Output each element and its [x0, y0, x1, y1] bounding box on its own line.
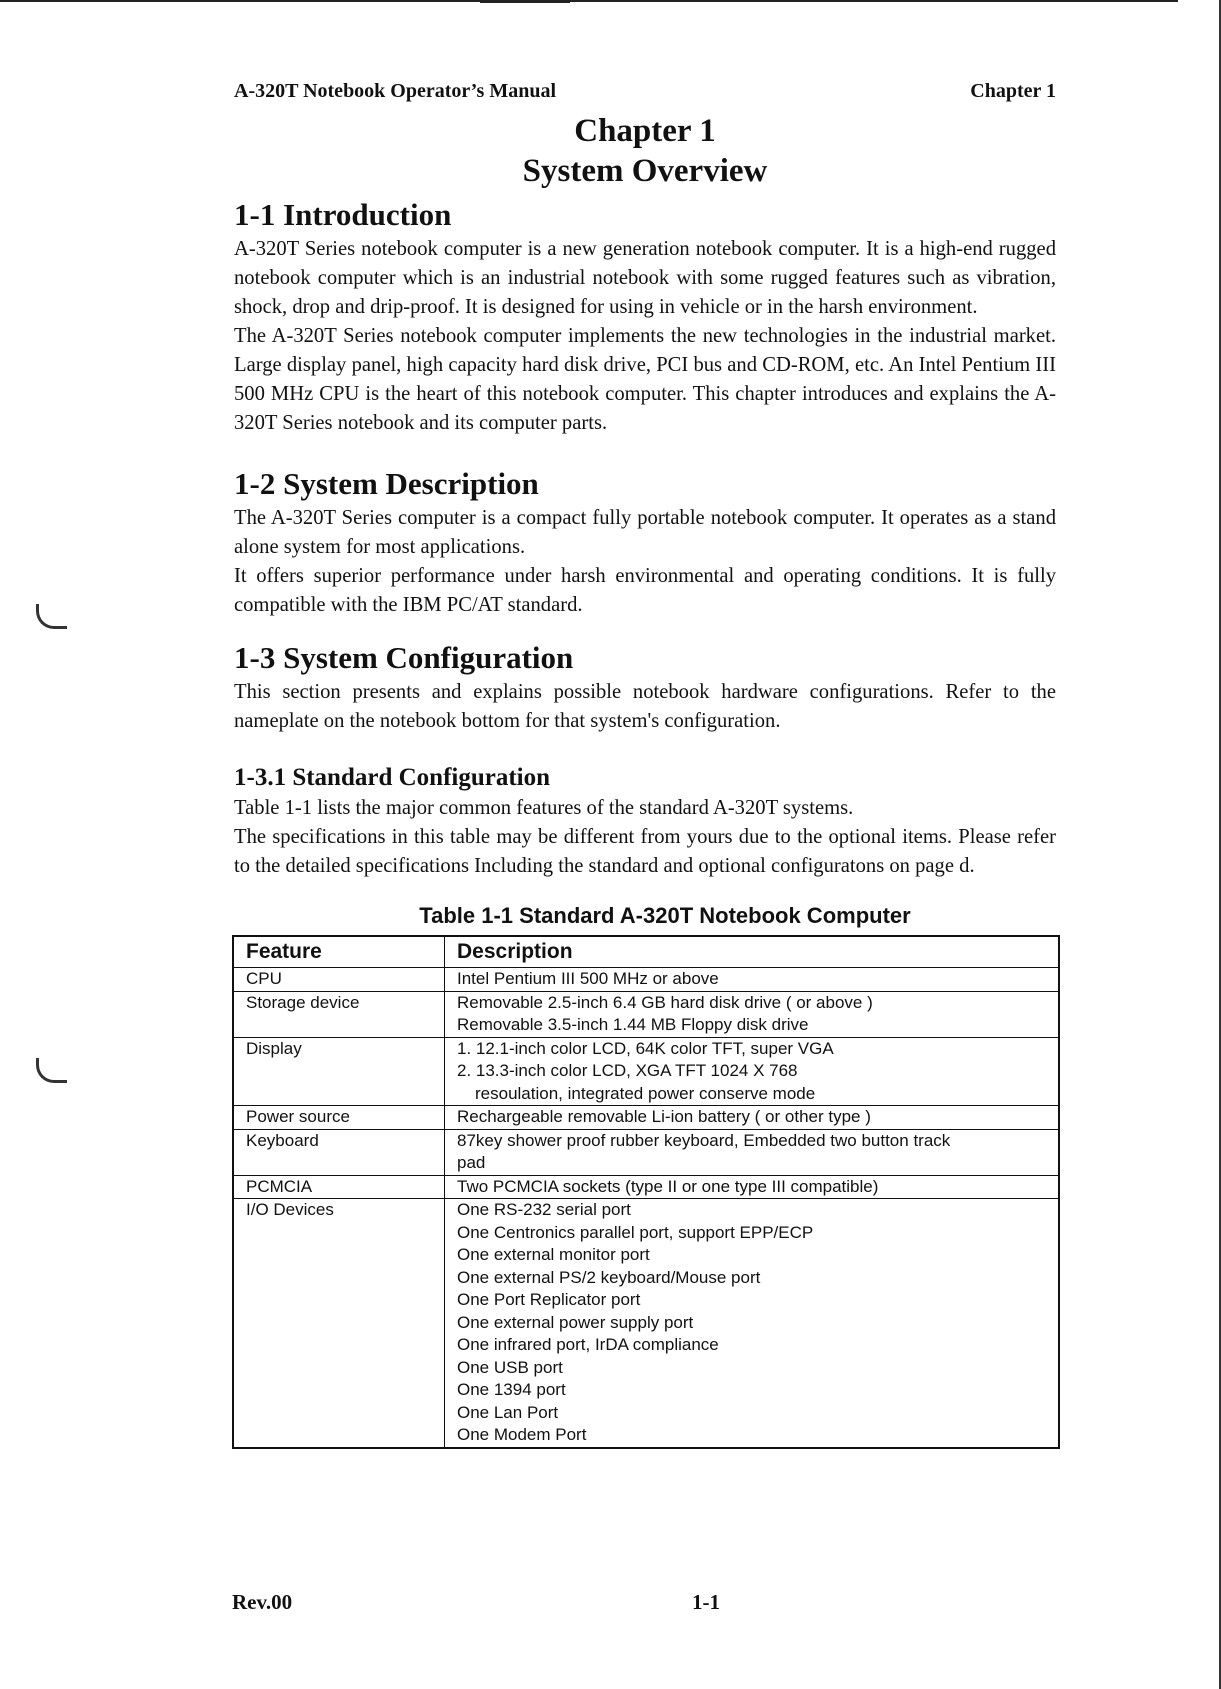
table-row-keyboard — [233, 1129, 1059, 1175]
chapter-name: System Overview — [522, 153, 768, 189]
description-line: One Centronics parallel port, support EPP/ECP — [457, 1222, 814, 1242]
footer-revision: Rev.00 — [232, 1590, 293, 1614]
description-line: One external PS/2 keyboard/Mouse port — [457, 1267, 761, 1287]
description-line: One Modem Port — [457, 1425, 587, 1444]
section-heading-introduction: 1-1 Introduction — [234, 197, 452, 232]
description-line: 2. 13.3-inch color LCD, XGA TFT 1024 X 768 — [457, 1061, 798, 1080]
table-row-cpu — [233, 968, 1059, 992]
header-chapter: Chapter 1 — [970, 80, 1056, 102]
description-line: One external monitor port — [457, 1245, 650, 1264]
description-paragraph-2: It offers superior performance under harsh environmental and operating conditions. It is fully compatible with the IBM PC/AT standard. — [234, 565, 1056, 616]
section-heading-system-configuration: 1-3 System Configuration — [234, 640, 574, 675]
intro-paragraph-2: The A-320T Series notebook computer implements the new technologies in the industrial market. Large display panel, high capacity hard disk drive, PCI bus and CD-ROM, etc. An Intel Pentium III 500 MHz CPU is the heart of this notebook computer. This chapter introduces and explains the A-320T Series notebook and its computer parts. — [234, 325, 1056, 434]
description-cell — [445, 1175, 1060, 1199]
top-border-line — [0, 0, 1178, 2]
feature-cell: Keyboard — [233, 1129, 445, 1175]
description-cell — [445, 991, 1060, 1037]
top-border-mark — [480, 0, 570, 3]
description-line: One Port Replicator port — [457, 1290, 641, 1309]
standard-paragraph-2: The specifications in this table may be different from yours due to the optional items. Please refer to the detailed specifications Including the standard and optional configuratons on page d. — [234, 826, 1056, 877]
standard-paragraph-1: Table 1-1 lists the major common features of the standard A-320T systems. — [234, 797, 854, 819]
binder-hole-mark — [36, 604, 67, 629]
description-line: One USB port — [457, 1357, 563, 1377]
description-line: Removable 2.5-inch 6.4 GB hard disk drive ( or above ) — [457, 992, 873, 1012]
description-paragraph-1: The A-320T Series computer is a compact fully portable notebook computer. It operates as a stand alone system for most applications. — [234, 507, 1056, 558]
table-row-io-devices — [233, 1199, 1059, 1448]
description-line: 1. 12.1-inch color LCD, 64K color TFT, super VGA — [457, 1038, 834, 1058]
description-line: pad — [457, 1153, 486, 1172]
feature-cell: Storage device — [233, 991, 445, 1037]
table-caption: Table 1-1 Standard A-320T Notebook Computer — [419, 903, 911, 928]
subsection-heading-standard-configuration: 1-3.1 Standard Configuration — [234, 764, 551, 791]
table-row-display — [233, 1037, 1059, 1106]
binder-hole-mark — [36, 1058, 67, 1083]
description-cell — [445, 1037, 1060, 1106]
section-heading-system-description: 1-2 System Description — [234, 466, 539, 501]
chapter-title — [234, 111, 1056, 191]
running-header — [234, 80, 1056, 103]
feature-cell: PCMCIA — [233, 1175, 445, 1199]
description-line: One RS-232 serial port — [457, 1200, 631, 1219]
document-page — [234, 76, 1056, 1449]
table-row-storage — [233, 991, 1059, 1037]
feature-cell: CPU — [233, 968, 445, 992]
description-line: One Lan Port — [457, 1402, 559, 1422]
header-manual-title: A-320T Notebook Operator’s Manual — [234, 80, 557, 102]
description-line: Removable 3.5-inch 1.44 MB Floppy disk drive — [457, 1015, 809, 1034]
description-line: Two PCMCIA sockets (type II or one type III compatible) — [457, 1176, 879, 1196]
description-line: One 1394 port — [457, 1380, 566, 1399]
description-cell — [445, 1106, 1060, 1130]
feature-cell: I/O Devices — [233, 1199, 445, 1448]
description-line: One external power supply port — [457, 1312, 694, 1332]
description-line: Rechargeable removable Li-ion battery ( or other type ) — [457, 1107, 871, 1126]
feature-cell: Display — [233, 1037, 445, 1106]
spec-table — [232, 935, 1060, 1449]
description-cell — [445, 968, 1060, 992]
chapter-number: Chapter 1 — [574, 113, 716, 149]
description-cell — [445, 1199, 1060, 1448]
configuration-paragraph: This section presents and explains possible notebook hardware configurations. Refer to the nameplate on the notebook bottom for that system's configuration. — [234, 681, 1056, 732]
description-line: resoulation, integrated power conserve mode — [475, 1083, 816, 1103]
table-header-row — [233, 936, 1059, 968]
table-row-pcmcia — [233, 1175, 1059, 1199]
table-header-description: Description — [445, 936, 1060, 968]
description-cell — [445, 1129, 1060, 1175]
table-header-feature: Feature — [233, 936, 445, 968]
feature-cell: Power source — [233, 1106, 445, 1130]
footer-page-number: 1-1 — [692, 1590, 720, 1614]
intro-paragraph-1: A-320T Series notebook computer is a new generation notebook computer. It is a high-end rugged notebook computer which is an industrial notebook with some rugged features such as vibration, shock, drop and drip-proof. It is designed for using in vehicle or in the harsh environment. — [234, 238, 1056, 318]
table-row-power — [233, 1106, 1059, 1130]
description-line: 87key shower proof rubber keyboard, Embedded two button track — [457, 1130, 951, 1150]
description-line: One infrared port, IrDA compliance — [457, 1335, 719, 1354]
description-line: Intel Pentium III 500 MHz or above — [457, 969, 719, 988]
